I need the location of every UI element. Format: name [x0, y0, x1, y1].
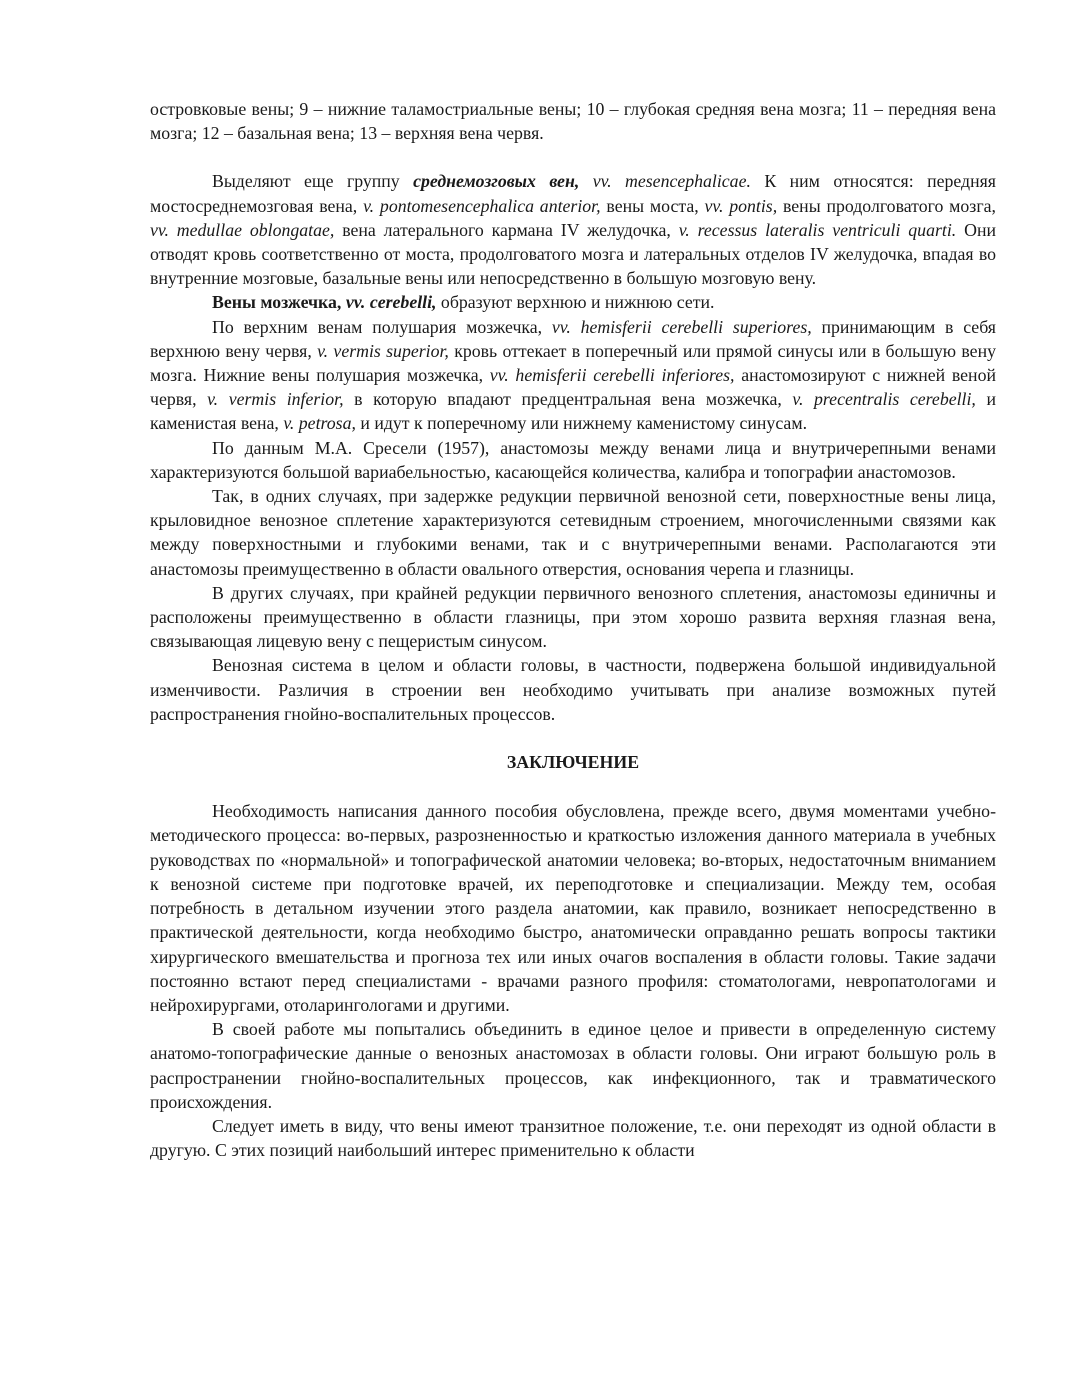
conclusion-paragraph-2: В своей работе мы попытались объединить в единое целое и привести в определенную систему анатомо-топографические данные о венозных анастомозах в области головы. Они играют большую роль в распространении гнойно-воспалительных процессов, как инфекционного, так и травматического происхождения.: [150, 1019, 996, 1112]
section-heading-conclusion: ЗАКЛЮЧЕНИЕ: [506, 752, 640, 773]
paragraph-mesencephalic-veins: Выделяют еще группу среднемозговых вен, vv. mesencephalicae. К ним относятся: передняя мостосреднемозговая вена, v. pontomesencephalica anterior, вены моста, vv. pontis, вены продолговатого мозга, vv. medullae oblongatae, вена латерального кармана IV желудочка, v. recessus lateralis ventriculi quarti. Они отводят кровь соответственно от моста, продолговатого мозга и латеральных отделов IV желудочка, впадая во внутренние мозговые, базальные вены или непосредственно в большую мозговую вену.: [150, 171, 996, 289]
figure-caption-continuation: островковые вены; 9 – нижние таламостриальные вены; 10 – глубокая средняя вена мозга; 11 – передняя вена мозга; 12 – базальная вена; 13 – верхняя вена червя.: [150, 99, 996, 144]
paragraph-venous-variability: Венозная система в целом и области головы, в частности, подвержена большой индивидуальной изменчивости. Различия в строении вен необходимо учитывать при анализе возможных путей распространения гнойно-воспалительных процессов.: [150, 655, 996, 724]
paragraph-cerebellar-veins: Вены мозжечка, vv. cerebelli, образуют верхнюю и нижнюю сети.: [212, 292, 715, 313]
paragraph-other-cases: В других случаях, при крайней редукции первичного венозного сплетения, анастомозы единичны и расположены преимущественно в области глазницы, при этом хорошо развита верхняя глазная вена, связывающая лицевую вену с пещеристым синусом.: [150, 582, 996, 652]
conclusion-paragraph-1: Необходимость написания данного пособия обусловлена, прежде всего, двумя моментами учебно-методического процесса: во-первых, разрозненностью и краткостью изложения данного материала в учебных руководствах по «нормальной» и топографической анатомии человека; во-вторых, недостаточным вниманием к венозной системе при подготовке врачей, их переподготовке и специализации. Между тем, особая потребность в детальном изучении этого раздела анатомии, как правило, возникает непосредственно в практической деятельности, когда необходимо быстро, анатомически оправданно решать вопросы тактики хирургического вмешательства и прогноза тех или иных очагов воспаления в области головы. Такие задачи постоянно встают перед специалистами - врачами разного профиля: стоматологами, невропатологами и нейрохирургами, отоларингологами и другими.: [150, 801, 996, 1015]
paragraph-some-cases: Так, в одних случаях, при задержке редукции первичной венозной сети, поверхностные вены лица, крыловидное венозное сплетение характеризуются сетевидным строением, многочисленными связями как между поверхностными и глубокими венами, так и с внутричерепными венами. Располагаются эти анастомозы преимущественно в области овального отверстия, основания черепа и глазницы.: [150, 486, 996, 579]
paragraph-sreseli-data: По данным М.А. Сресели (1957), анастомозы между венами лица и внутричерепными венами характеризуются большой вариабельностью, касающейся количества, калибра и топографии анастомозов.: [150, 437, 996, 482]
paragraph-hemisphere-veins: По верхним венам полушария мозжечка, vv. hemisferii cerebelli superiores, принимающим в себя верхнюю вену червя, v. vermis superior, кровь оттекает в поперечный или прямой синусы или в большую вену мозга. Нижние вены полушария мозжечка, vv. hemisferii cerebelli inferiores, анастомозируют с нижней веной червя, v. vermis inferior, в которую впадают предцентральная вена мозжечка, v. precentralis cerebelli, и каменистая вена, v. petrosa, и идут к поперечному или нижнему каменистому синусам.: [150, 316, 996, 434]
conclusion-paragraph-3: Следует иметь в виду, что вены имеют транзитное положение, т.е. они переходят из одной области в другую. С этих позиций наибольший интерес применительно к области: [150, 1115, 996, 1161]
